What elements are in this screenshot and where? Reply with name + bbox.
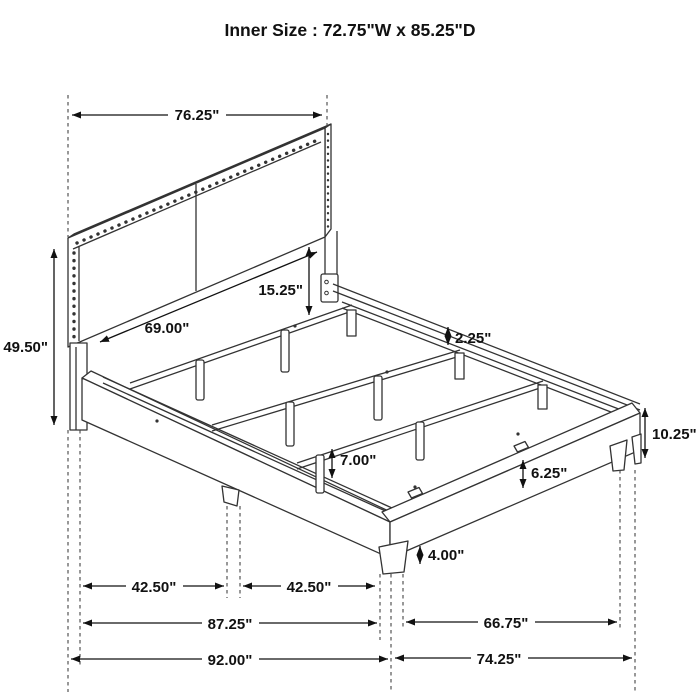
dim-label-inner-width: 69.00"	[144, 320, 190, 337]
slat-leg	[316, 455, 324, 493]
dim-label-slat-height: 2.25"	[455, 330, 492, 347]
extension-lines	[68, 95, 635, 692]
dim-overall-length	[71, 650, 388, 669]
screw-dot	[516, 432, 519, 435]
dim-label-footboard-face: 6.25"	[531, 465, 568, 482]
dim-center-leg-height	[332, 449, 376, 478]
screw-dot	[293, 324, 296, 327]
dim-foot-leg-height	[420, 546, 464, 564]
screw-dot	[385, 370, 388, 373]
right-slat-cleat	[342, 302, 629, 419]
slat-bar-1	[130, 305, 352, 389]
foot-right-leg	[610, 440, 627, 471]
dim-left-height	[3, 249, 54, 425]
slat-leg	[281, 330, 289, 372]
dim-foot-inner-width	[406, 613, 617, 632]
dim-label-top-width: 76.25"	[174, 107, 220, 124]
foot-corner-leg	[379, 541, 408, 574]
dim-slat-height	[448, 327, 491, 347]
bed-drawing	[68, 124, 641, 574]
dim-label-rail-length: 87.25"	[207, 616, 253, 633]
diagram-title: Inner Size : 72.75"W x 85.25"D	[224, 20, 476, 40]
headboard	[68, 124, 331, 347]
dim-label-left-height: 49.50"	[3, 339, 48, 356]
foot-rear-leg	[632, 434, 641, 464]
dim-label-foot-inner-width: 66.75"	[483, 615, 529, 632]
slat-leg	[374, 376, 382, 420]
slat-leg	[416, 422, 424, 460]
slat-end-bracket	[347, 310, 356, 336]
left-rail-top-face	[82, 371, 397, 522]
screw-dot	[155, 419, 158, 422]
dim-label-corner-height: 10.25"	[652, 426, 697, 443]
dim-half-length-right	[243, 577, 375, 596]
dim-label-half-length-right: 42.50"	[286, 579, 332, 596]
dim-overall-width	[395, 649, 632, 668]
dim-label-headboard-to-slat: 15.25"	[258, 282, 303, 299]
dim-label-foot-leg-height: 4.00"	[428, 547, 465, 564]
footboard-face	[390, 413, 640, 558]
dim-half-length-left	[83, 577, 224, 596]
slat-leg	[286, 402, 294, 446]
dim-label-overall-length: 92.00"	[207, 652, 253, 669]
dim-corner-height	[645, 408, 697, 458]
dim-label-half-length-left: 42.50"	[131, 579, 177, 596]
rail-bracket	[321, 274, 338, 302]
slat-bar-2	[212, 350, 460, 431]
dim-top-width	[72, 106, 322, 124]
dim-label-center-leg-height: 7.00"	[340, 452, 377, 469]
slat-end-bracket	[538, 385, 547, 409]
slat-leg	[196, 360, 204, 400]
left-rail-middle-leg	[222, 486, 239, 506]
slat-end-bracket	[455, 353, 464, 379]
dim-rail-length	[83, 614, 377, 633]
dim-label-overall-width: 74.25"	[476, 651, 522, 668]
